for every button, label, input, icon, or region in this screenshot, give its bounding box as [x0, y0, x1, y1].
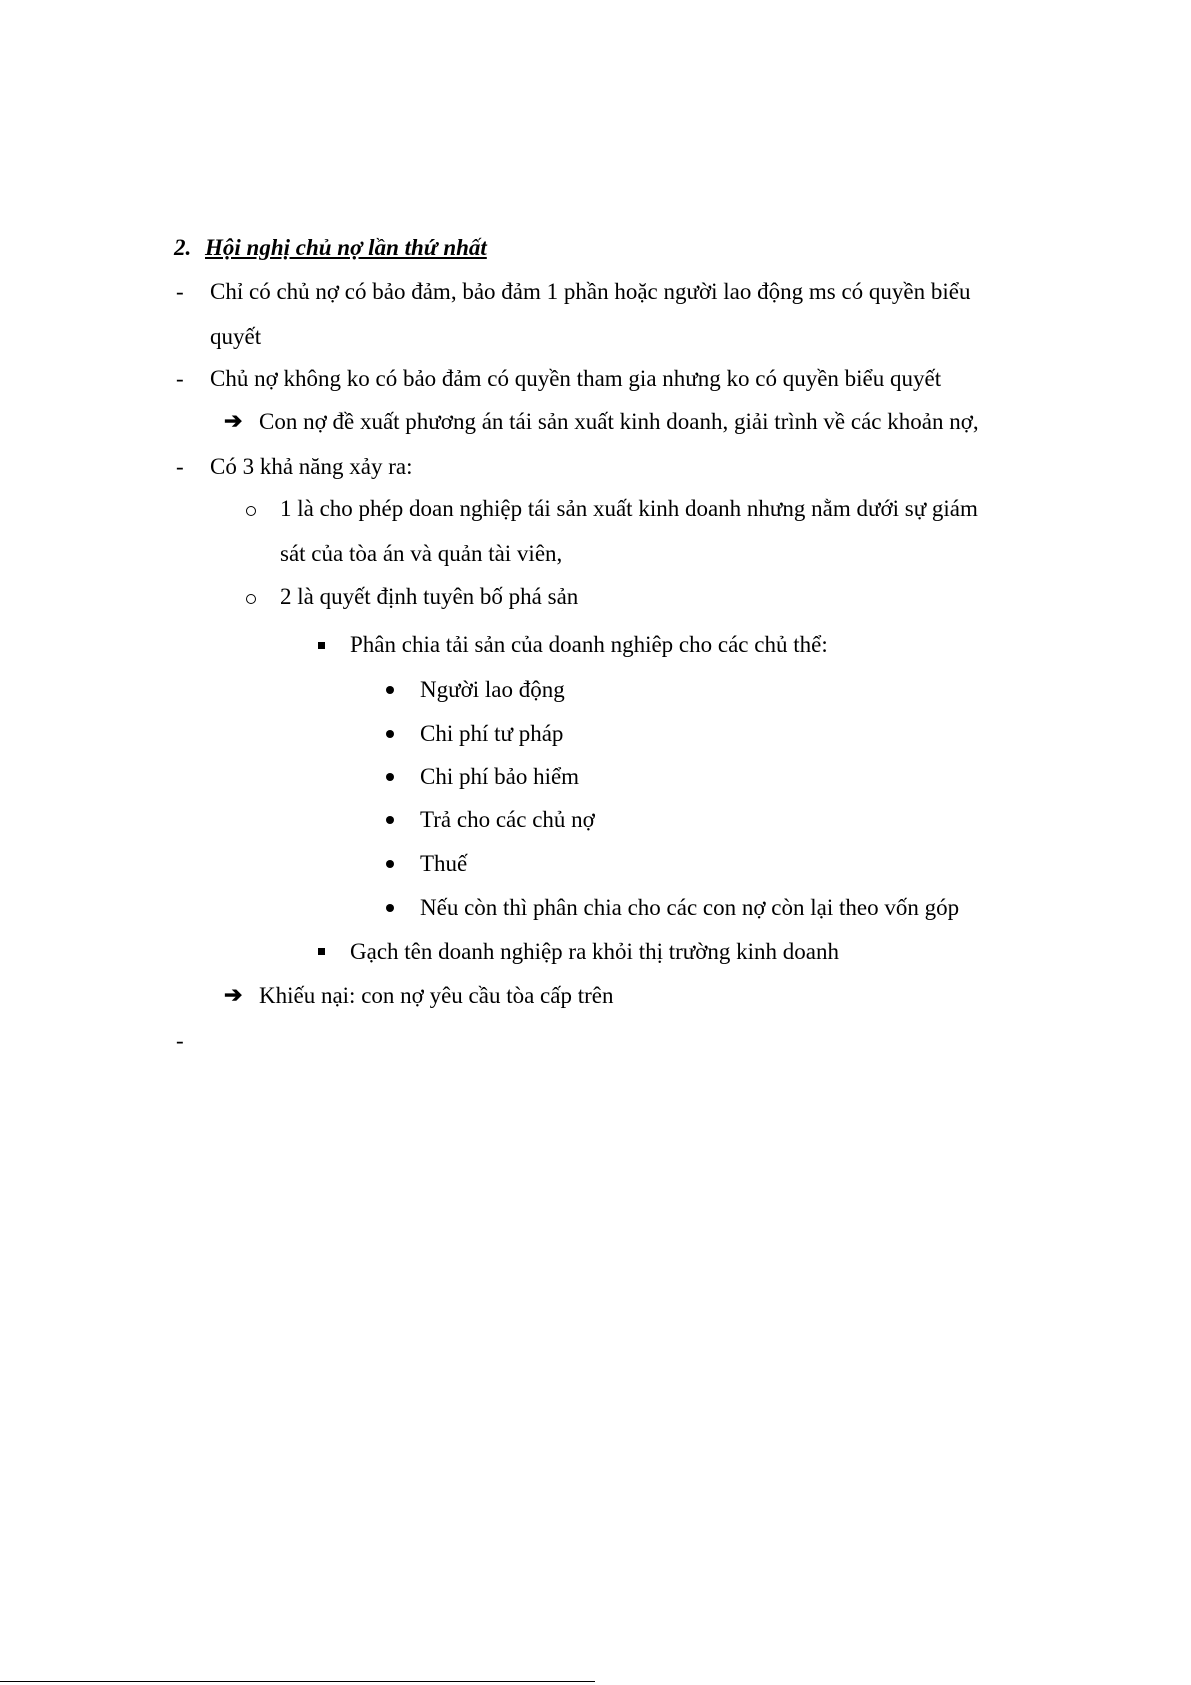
- arrow-right-icon: ➔: [224, 408, 243, 433]
- round-bullet-icon: [386, 686, 394, 694]
- round-bullet-icon: [386, 860, 394, 868]
- bullet-item-text: Thuế: [420, 851, 468, 876]
- square-bullet-icon: [318, 948, 325, 955]
- bullet-item-text: Nếu còn thì phân chia cho các con nợ còn lại theo vốn góp: [420, 895, 960, 920]
- round-bullet-icon: [386, 773, 394, 781]
- dash-marker: -: [176, 1028, 184, 1053]
- arrow-item-text: Con nợ đề xuất phương án tái sản xuất kinh doanh, giải trình về các khoản nợ,: [259, 409, 979, 434]
- sub-item-text-continued: sát của tòa án và quản tài viên,: [280, 541, 563, 566]
- list-item-text-continued: quyết: [210, 324, 262, 349]
- list-item-text: Có 3 khả năng xảy ra:: [210, 454, 413, 479]
- footnote-separator: [0, 1681, 595, 1682]
- sub-sub-item-text: Phân chia tải sản của doanh nghiêp cho các chủ thể:: [350, 632, 828, 657]
- hollow-circle-bullet-icon: [246, 594, 256, 604]
- bullet-item-text: Chi phí bảo hiểm: [420, 764, 580, 789]
- section-title: Hội nghị chủ nợ lần thứ nhất: [205, 235, 487, 260]
- list-item-text: Chỉ có chủ nợ có bảo đảm, bảo đảm 1 phần hoặc người lao động ms có quyền biểu: [210, 279, 971, 304]
- list-item-text: Chủ nợ không ko có bảo đảm có quyền tham gia nhưng ko có quyền biểu quyết: [210, 366, 942, 391]
- bullet-item-text: Chi phí tư pháp: [420, 721, 564, 746]
- arrow-item-text: Khiếu nại: con nợ yêu cầu tòa cấp trên: [259, 983, 614, 1008]
- dash-marker: -: [176, 279, 184, 304]
- square-bullet-icon: [318, 642, 325, 649]
- bullet-item-text: Người lao động: [420, 677, 565, 702]
- sub-item-text: 2 là quyết định tuyên bố phá sản: [280, 584, 579, 609]
- round-bullet-icon: [386, 730, 394, 738]
- round-bullet-icon: [386, 904, 394, 912]
- hollow-circle-bullet-icon: [246, 506, 256, 516]
- arrow-right-icon: ➔: [224, 982, 243, 1007]
- section-heading: [174, 233, 487, 263]
- dash-marker: -: [176, 454, 184, 479]
- round-bullet-icon: [386, 816, 394, 824]
- sub-sub-item-text: Gạch tên doanh nghiệp ra khỏi thị trường kinh doanh: [350, 939, 839, 964]
- dash-marker: -: [176, 366, 184, 391]
- section-number: 2.: [174, 235, 192, 260]
- bullet-item-text: Trả cho các chủ nợ: [420, 807, 595, 832]
- sub-item-text: 1 là cho phép doan nghiệp tái sản xuất kinh doanh nhưng nằm dưới sự giám: [280, 496, 978, 521]
